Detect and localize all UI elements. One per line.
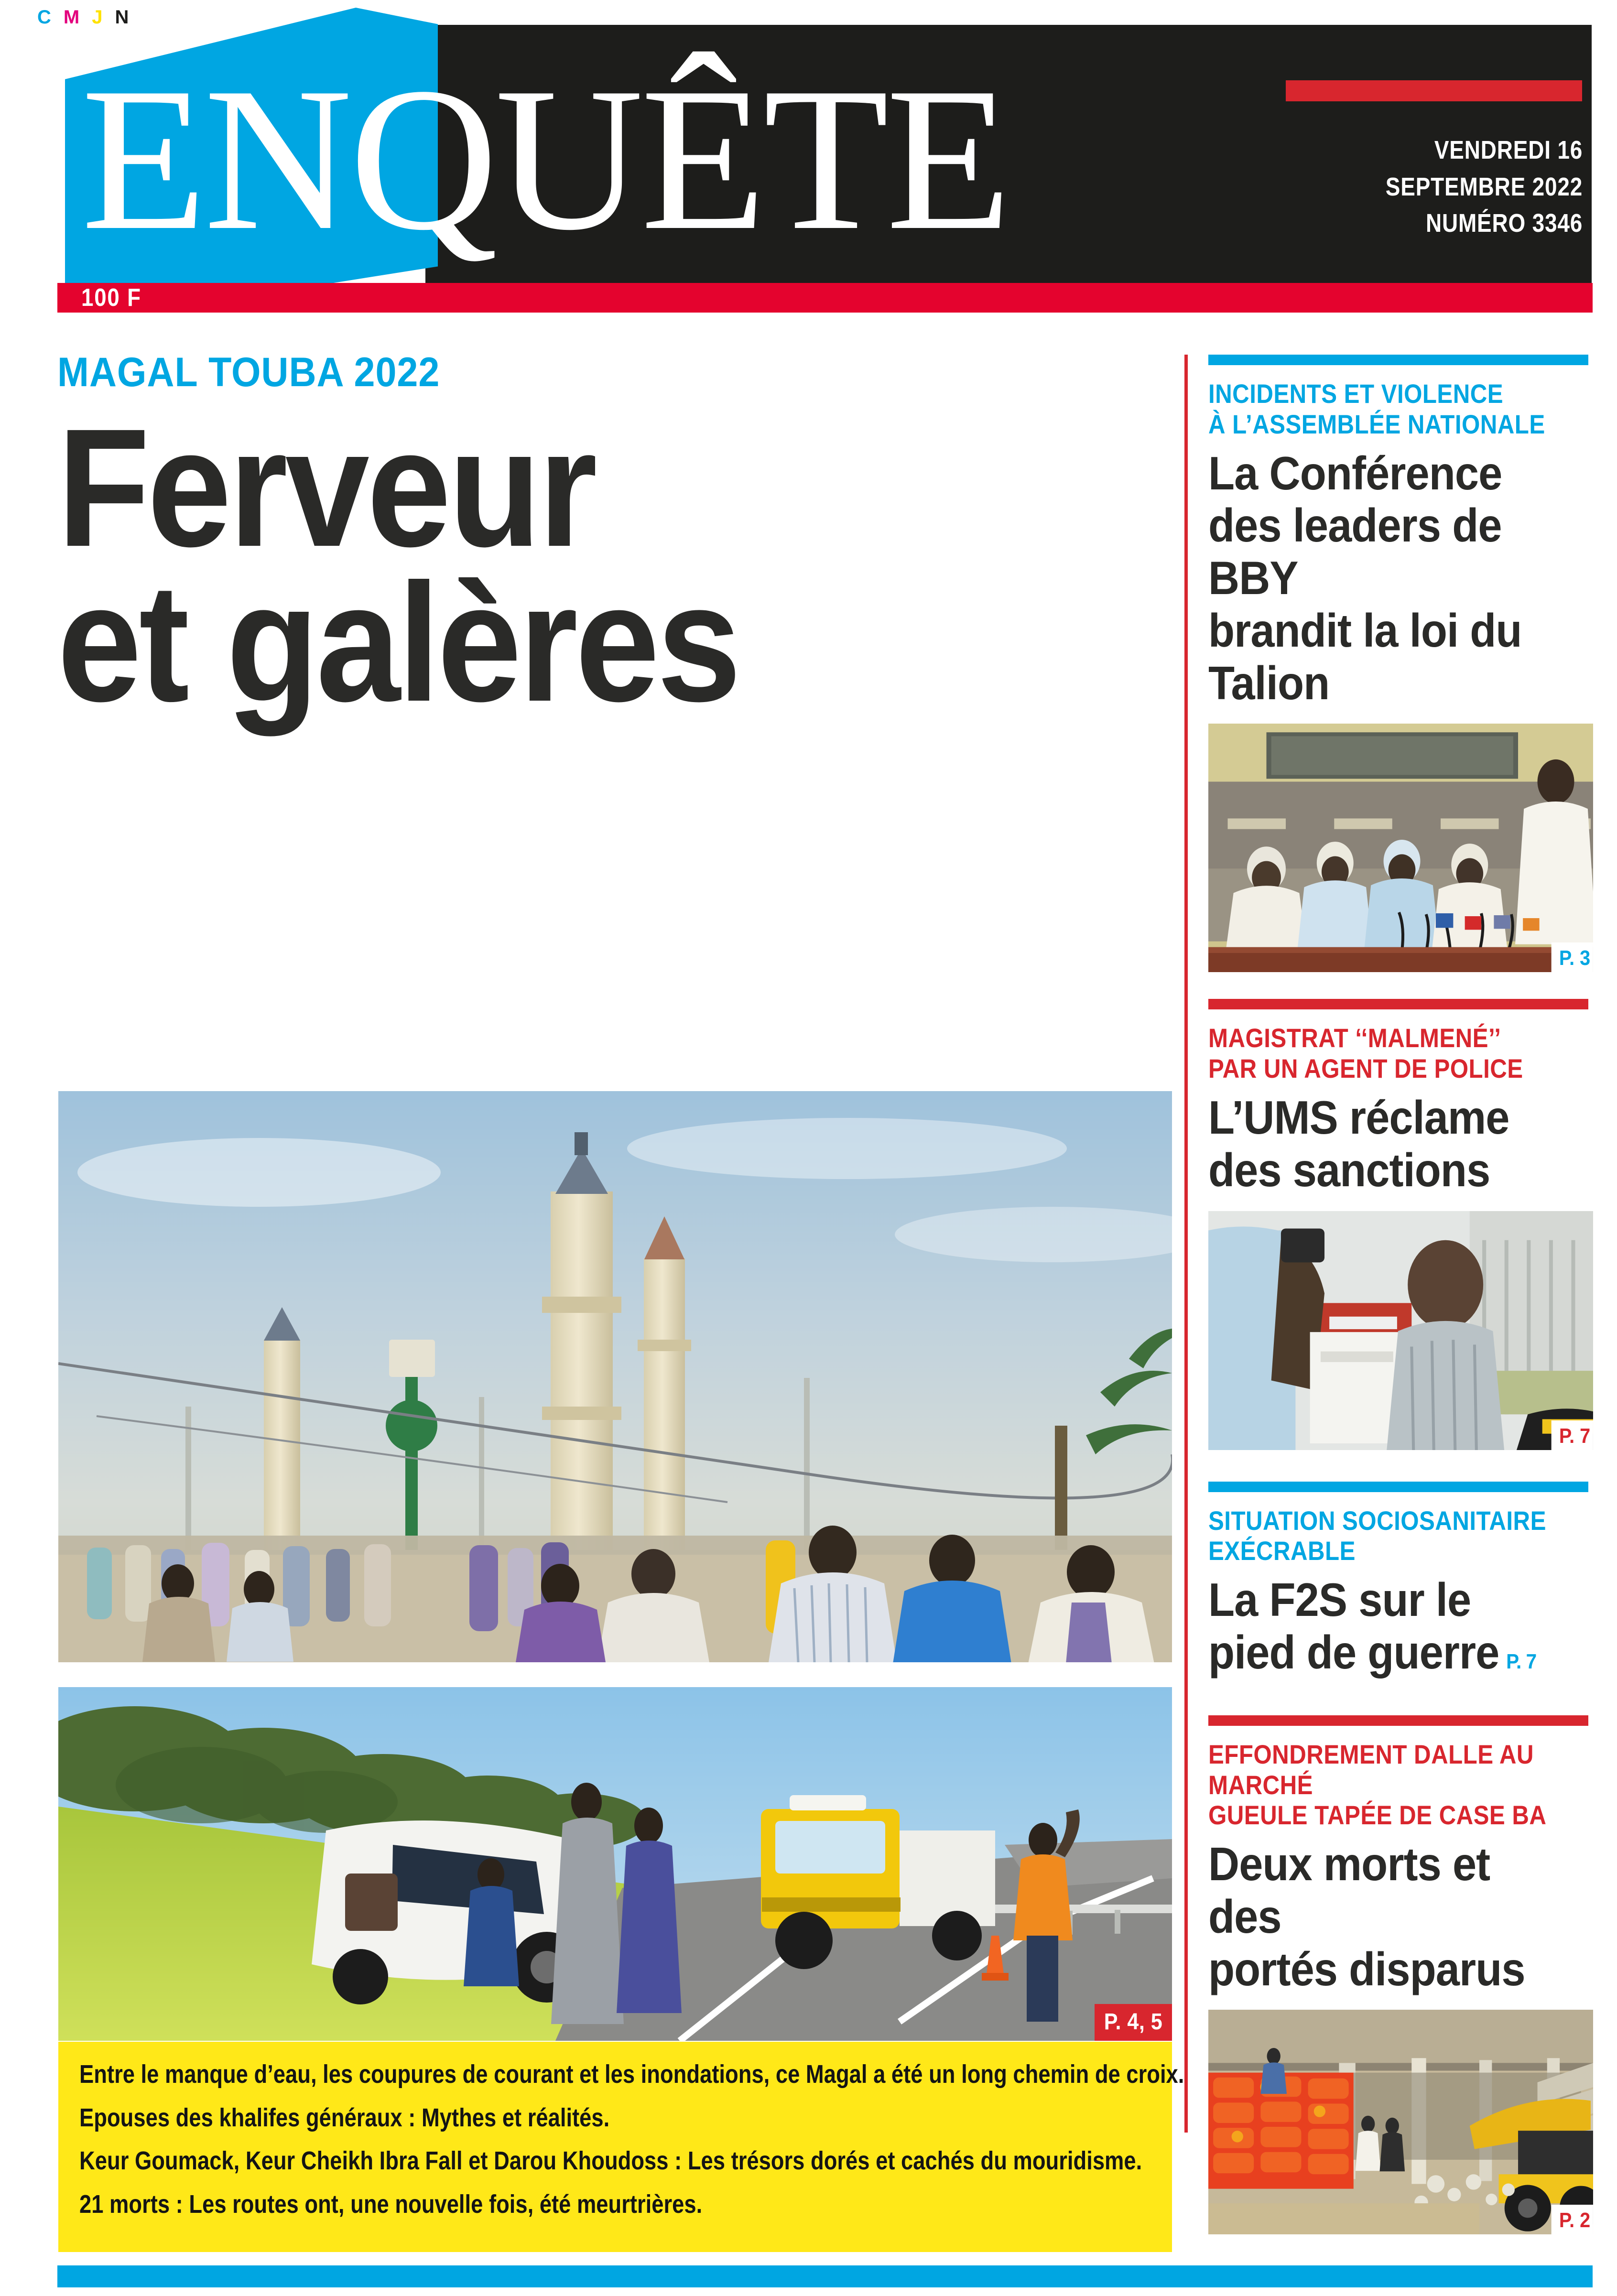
sidebar-story-ums[interactable] <box>1208 999 1593 1450</box>
caption-line-1: Entre le manque d’eau, les coupures de courant et les inondations, ce Magal a été un long chemin de croix. <box>79 2060 1184 2089</box>
story-page-ref[interactable]: P. 7 <box>1552 1420 1593 1450</box>
story-kicker <box>1208 379 1547 440</box>
newspaper-logo[interactable] <box>81 45 1267 273</box>
story-headline-line-2: des sanctions <box>1208 1143 1490 1196</box>
issue-info <box>1386 132 1583 242</box>
masthead <box>0 0 1617 309</box>
story-headline-line-1: Deux morts et des <box>1208 1838 1490 1943</box>
street-altercation-illustration <box>1208 1211 1593 1450</box>
story-rule-bar <box>1208 1482 1588 1492</box>
caption-line-2: Epouses des khalifes généraux : Mythes et réalités. <box>79 2103 610 2132</box>
lead-caption-box <box>58 2042 1184 2252</box>
story-kicker-line-1: INCIDENTS ET VIOLENCE <box>1208 379 1504 409</box>
story-page-ref[interactable]: P. 3 <box>1552 942 1593 972</box>
price-label: 100 F <box>81 284 141 312</box>
cmjn-mark-n: N <box>115 7 129 28</box>
logo-letter-e: E <box>81 45 204 273</box>
lead-headline-line-1: Ferveur <box>57 393 595 582</box>
story-headline <box>1208 447 1563 710</box>
lead-photo-touba-mosque[interactable] <box>58 1091 1172 1662</box>
logo-word-quete: QUÊTE <box>349 45 1009 273</box>
story-headline-line-1: La Conférence <box>1208 446 1502 499</box>
column-divider <box>1184 355 1188 2133</box>
story-photo-street-altercation[interactable] <box>1208 1211 1593 1450</box>
story-kicker-line-2: GUEULE TAPÉE DE CASE BA <box>1208 1800 1547 1830</box>
road-accident-illustration <box>58 1687 1172 2041</box>
price-band <box>57 283 1593 313</box>
story-photo-bby-press-conference[interactable] <box>1208 724 1593 972</box>
story-kicker-line-1: EFFONDREMENT DALLE AU MARCHÉ <box>1208 1739 1534 1800</box>
caption-line-4: 21 morts : Les routes ont, une nouvelle fois, été meurtrières. <box>79 2190 703 2219</box>
sidebar-story-bby[interactable] <box>1208 355 1593 972</box>
press-conference-illustration <box>1208 724 1593 972</box>
story-kicker-line-2: PAR UN AGENT DE POLICE <box>1208 1053 1523 1084</box>
story-rule-bar <box>1208 1715 1588 1726</box>
story-kicker-line-1: MAGISTRAT ‘‘MALMENÉ’’ <box>1208 1023 1501 1053</box>
story-kicker <box>1208 1023 1547 1084</box>
issue-date-day: VENDREDI 16 <box>1434 136 1583 164</box>
story-rule-bar <box>1208 999 1588 1009</box>
story-headline-line-2: portés disparus <box>1208 1942 1525 1995</box>
lead-photo-road-accident[interactable] <box>58 1687 1172 2041</box>
lead-headline <box>57 393 1060 736</box>
story-kicker-line-2: À L’ASSEMBLÉE NATIONALE <box>1208 409 1545 439</box>
lead-headline-line-2: et galères <box>57 548 739 736</box>
story-headline-line-1: La F2S sur le <box>1208 1573 1471 1626</box>
story-headline-line-2-text: pied de guerre <box>1208 1625 1499 1679</box>
story-page-ref[interactable]: P. 2 <box>1552 2205 1593 2234</box>
story-rule-bar <box>1208 355 1588 365</box>
story-headline <box>1208 1838 1563 1995</box>
cmjn-mark-m: M <box>63 7 80 28</box>
story-kicker-line-2: EXÉCRABLE <box>1208 1536 1356 1566</box>
masthead-red-accent-bar <box>1286 80 1582 101</box>
story-page-ref[interactable]: P. 7 <box>1506 1649 1537 1673</box>
story-kicker <box>1208 1739 1547 1830</box>
footer-accent-band <box>57 2265 1593 2287</box>
story-headline-line-3: brandit la loi du Talion <box>1208 604 1522 709</box>
touba-mosque-illustration <box>58 1091 1172 1662</box>
caption-line-3: Keur Goumack, Keur Cheikh Ibra Fall et Darou Khoudoss : Les trésors dorés et cachés du mouridisme. <box>79 2146 1142 2176</box>
sidebar-story-f2s[interactable] <box>1208 1482 1593 1679</box>
story-kicker <box>1208 1505 1547 1567</box>
logo-letter-n: N <box>204 45 350 273</box>
story-headline-line-2: des leaders de BBY <box>1208 499 1502 605</box>
story-headline <box>1208 1092 1563 1197</box>
lead-story[interactable] <box>57 349 1171 736</box>
market-collapse-illustration <box>1208 2010 1593 2234</box>
story-kicker-line-1: SITUATION SOCIOSANITAIRE <box>1208 1505 1546 1536</box>
story-photo-market-collapse[interactable] <box>1208 2010 1593 2234</box>
cmjn-mark-c: C <box>37 7 51 28</box>
sidebar <box>1208 355 1593 2234</box>
sidebar-story-marche[interactable] <box>1208 1715 1593 2235</box>
story-headline-line-2 <box>1208 1626 1563 1679</box>
issue-number: NUMÉRO 3346 <box>1425 209 1583 238</box>
cmjn-mark-j: J <box>92 7 103 28</box>
lead-page-ref[interactable]: P. 4, 5 <box>1095 2004 1172 2041</box>
issue-date-month-year: SEPTEMBRE 2022 <box>1385 172 1583 201</box>
lead-kicker: MAGAL TOUBA 2022 <box>57 349 440 395</box>
story-headline <box>1208 1574 1563 1679</box>
story-headline-line-1: L’UMS réclame <box>1208 1091 1509 1144</box>
